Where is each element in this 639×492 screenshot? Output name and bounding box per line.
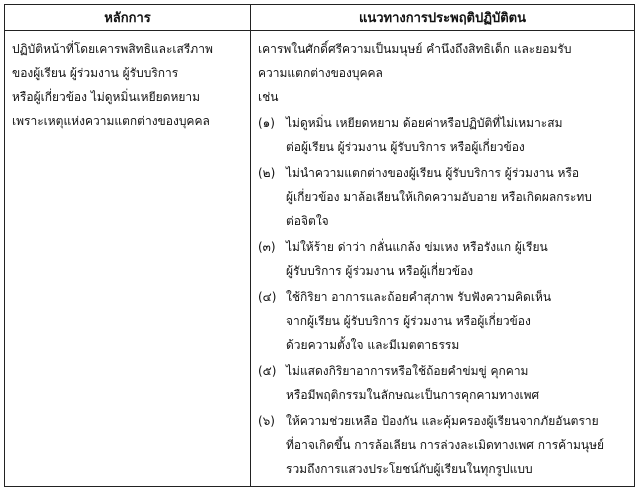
item-line: ให้ความช่วยเหลือ ป้องกัน และคุ้มครองผู้เรียนจากภัยอันตราย (286, 414, 599, 428)
list-item (258, 161, 626, 233)
item-line: ไม่นำความแตกต่างของผู้เรียน ผู้รับบริการ ผู้ร่วมงาน หรือ (286, 166, 580, 180)
item-line: ต่อผู้เรียน ผู้ร่วมงาน ผู้รับบริการ หรือผู้เกี่ยวข้อง (286, 140, 525, 154)
item-line: ต่อจิตใจ (286, 214, 329, 228)
header-guideline: แนวทางการประพฤติปฏิบัติตน (251, 5, 635, 31)
item-line: ที่อาจเกิดขึ้น การล้อเลียน การล่วงละเมิดทางเพศ การค้ามนุษย์ (286, 438, 605, 452)
header-principle: หลักการ (5, 5, 251, 31)
principle-line: ของผู้เรียน ผู้ร่วมงาน ผู้รับบริการ (12, 66, 179, 80)
item-line: ผู้เกี่ยวข้อง มาล้อเลียนให้เกิดความอับอาย หรือเกิดผลกระทบ (286, 190, 592, 204)
principle-line: หรือผู้เกี่ยวข้อง ไม่ดูหมิ่นเหยียดหยาม (12, 90, 201, 104)
item-number: (๒) (258, 166, 276, 180)
item-number: (๓) (258, 240, 276, 254)
item-line: ไม่แสดงกิริยาอาการหรือใช้ถ้อยคำข่มขู่ คุกคาม (286, 364, 529, 378)
item-number: (๑) (258, 116, 275, 130)
item-number: (๖) (258, 414, 275, 428)
header-row (5, 5, 635, 31)
list-item (258, 111, 626, 159)
principle-line: เพราะเหตุแห่งความแตกต่างของบุคคล (12, 114, 210, 128)
guideline-cell (251, 31, 635, 487)
intro-line: ความแตกต่างของบุคคล (258, 66, 383, 80)
item-line: ผู้รับบริการ ผู้ร่วมงาน หรือผู้เกี่ยวข้อง (286, 264, 474, 278)
principle-cell (5, 31, 251, 487)
guideline-intro (258, 37, 626, 109)
item-line: รวมถึงการแสวงประโยชน์กับผู้เรียนในทุกรูปแบบ (286, 462, 533, 476)
principle-line: ปฏิบัติหน้าที่โดยเคารพสิทธิและเสรีภาพ (12, 42, 213, 56)
table-row (5, 31, 635, 487)
item-line: ใช้กิริยา อาการและถ้อยคำสุภาพ รับฟังความคิดเห็น (286, 290, 552, 304)
item-line: หรือมีพฤติกรรมในลักษณะเป็นการคุกคามทางเพศ (286, 388, 540, 402)
list-item (258, 409, 626, 481)
item-number: (๔) (258, 290, 277, 304)
ethics-table (4, 4, 635, 487)
list-item (258, 359, 626, 407)
item-line: ไม่ให้ร้าย ด่าว่า กลั่นแกล้ง ข่มเหง หรือรังแก ผู้เรียน (286, 240, 548, 254)
list-item (258, 235, 626, 283)
item-line: ด้วยความตั้งใจ และมีเมตตาธรรม (286, 338, 460, 352)
examples-label: เช่น (258, 90, 279, 104)
item-number: (๕) (258, 364, 277, 378)
document-page (4, 4, 634, 487)
item-line: ไม่ดูหมิ่น เหยียดหยาม ด้อยค่าหรือปฏิบัติที่ไม่เหมาะสม (286, 116, 563, 130)
item-line: จากผู้เรียน ผู้รับบริการ ผู้ร่วมงาน หรือผู้เกี่ยวข้อง (286, 314, 531, 328)
list-item (258, 285, 626, 357)
intro-line: เคารพในศักดิ์ศรีความเป็นมนุษย์ คำนึงถึงสิทธิเด็ก และยอมรับ (258, 42, 572, 56)
